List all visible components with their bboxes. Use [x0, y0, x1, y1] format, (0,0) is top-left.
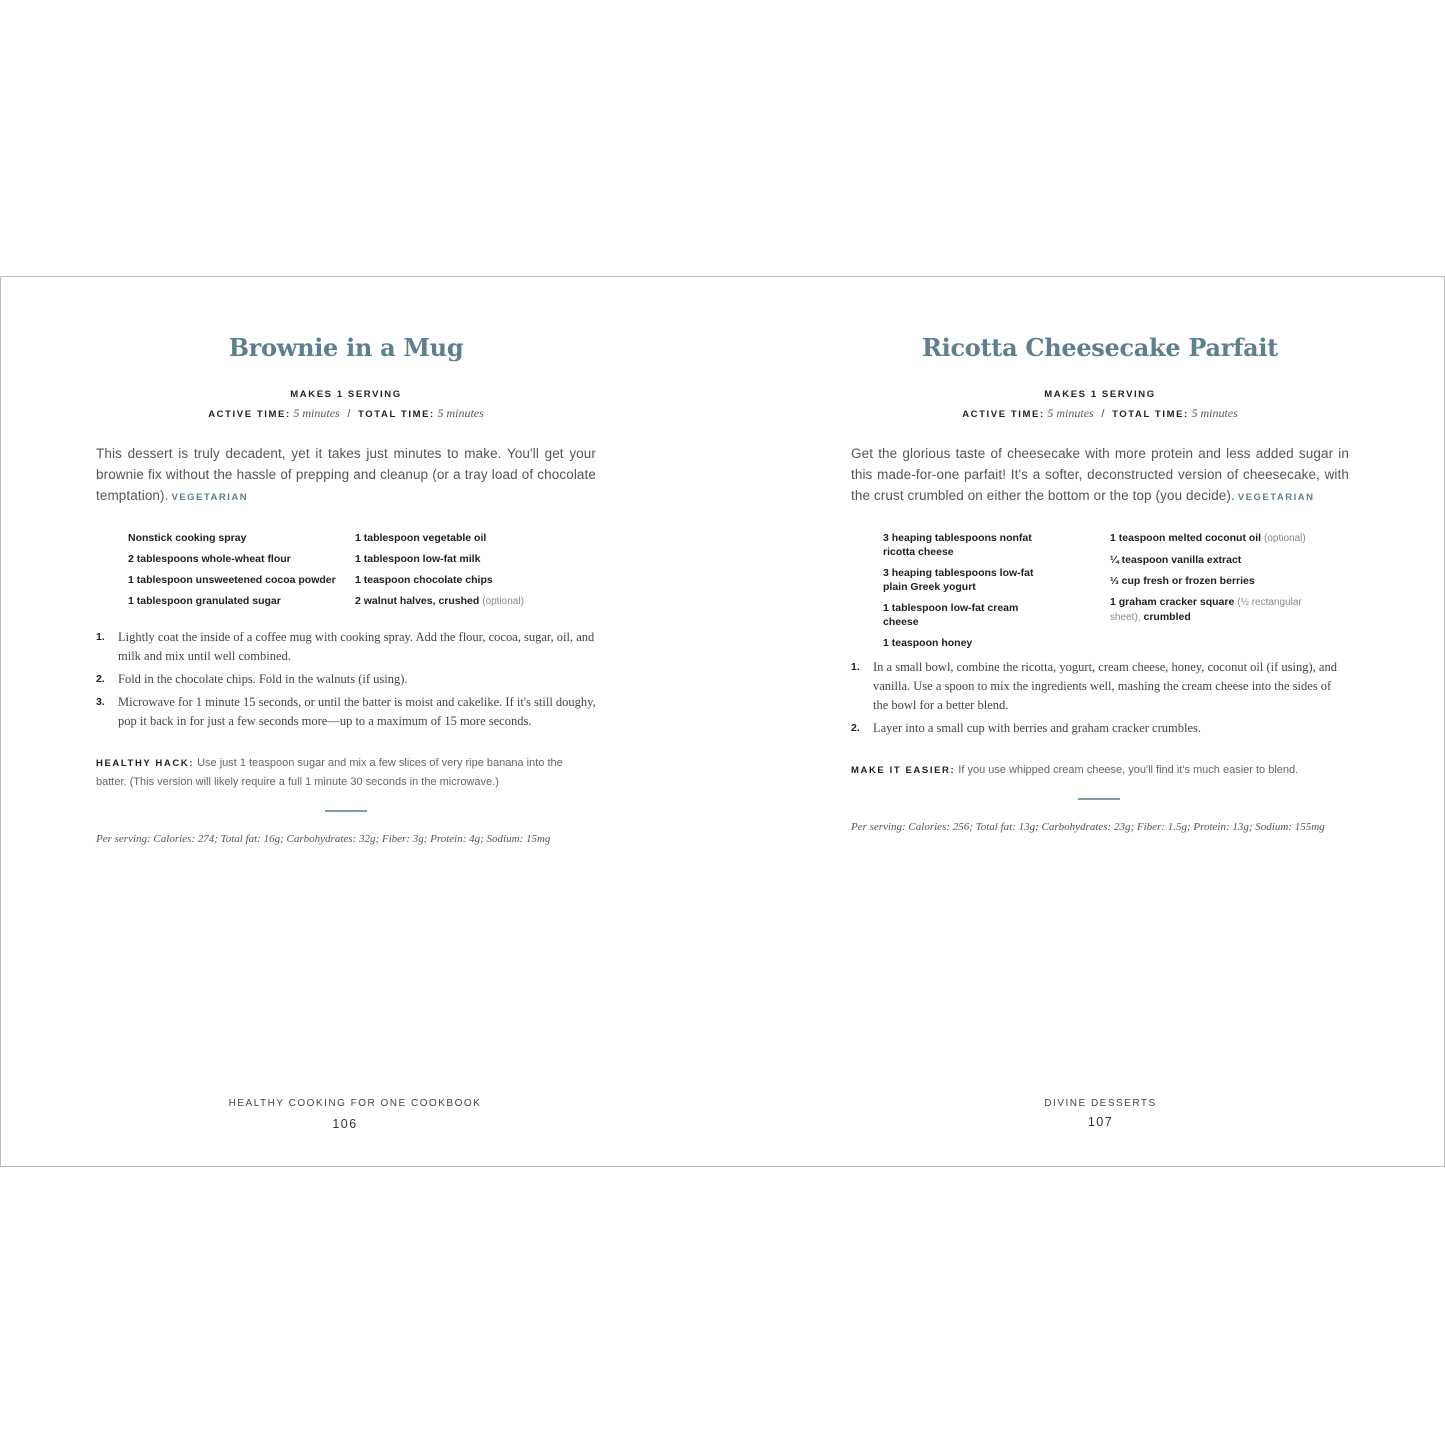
- hack-label: HEALTHY HACK:: [96, 758, 195, 769]
- intro-text: This dessert is truly decadent, yet it takes just minutes to make. You'll get your brownie fix without the hassle of prepping and cleanup (or a tray load of chocolate temptation).: [96, 446, 596, 503]
- recipe-times: [96, 406, 596, 421]
- ingredients-column-1: [883, 531, 1053, 657]
- ingredient: Nonstick cooking spray: [128, 532, 247, 544]
- nutrition-info: Per serving: Calories: 256; Total fat: 13g; Carbohydrates: 23g; Fiber: 1.5g; Protein: 13g; Sodium: 155mg: [851, 821, 1325, 833]
- active-time-value: 5 minutes: [293, 406, 340, 420]
- ingredient: 1 tablespoon unsweetened cocoa powder: [128, 574, 336, 586]
- instructions-list: [851, 658, 1349, 742]
- healthy-hack: [96, 754, 596, 791]
- page-number: 106: [332, 1117, 358, 1131]
- hack-text: Use just 1 teaspoon sugar and mix a few slices of very ripe banana into the batter. (This version will likely require a full 1 minute 30 seconds in the microwave.): [96, 757, 563, 788]
- recipe-intro: [96, 443, 596, 508]
- instruction-step: 2. Layer into a small cup with berries and graham cracker crumbles.: [851, 721, 1201, 735]
- divider-rule: [1078, 798, 1120, 800]
- total-time-value: 5 minutes: [1191, 406, 1238, 420]
- recipe-title: Brownie in a Mug: [228, 333, 464, 362]
- optional-note: (optional): [482, 596, 524, 607]
- time-separator: /: [1101, 408, 1105, 420]
- right-page: [723, 277, 1444, 1166]
- ingredient: 3 heaping tablespoons nonfat ricotta cheese: [883, 532, 1032, 558]
- book-spread: [0, 276, 1445, 1167]
- recipe-times: [851, 406, 1349, 421]
- active-time-value: 5 minutes: [1047, 406, 1094, 420]
- ingredients-column-1: [128, 531, 336, 615]
- active-time-label: ACTIVE TIME:: [208, 409, 291, 420]
- ingredient: 1 teaspoon melted coconut oil (optional): [1110, 532, 1306, 544]
- recipe-intro: [851, 443, 1349, 508]
- total-time-value: 5 minutes: [437, 406, 484, 420]
- instruction-step: 3. Microwave for 1 minute 15 seconds, or until the batter is moist and cakelike. If it's still doughy, pop it back in for just a few seconds more—up to a maximum of 15 more seconds.: [96, 695, 596, 728]
- instruction-step: 2. Fold in the chocolate chips. Fold in the walnuts (if using).: [96, 672, 408, 686]
- total-time-label: TOTAL TIME:: [1112, 409, 1189, 420]
- left-page: [1, 277, 723, 1166]
- make-it-easier-tip: [851, 761, 1349, 780]
- instructions-list: [96, 628, 596, 735]
- ingredient: 1 teaspoon chocolate chips: [355, 574, 493, 586]
- diet-tag: VEGETARIAN: [171, 492, 249, 503]
- ingredient: 1 tablespoon vegetable oil: [355, 532, 487, 544]
- total-time-label: TOTAL TIME:: [358, 409, 435, 420]
- ingredient: 1 graham cracker square (½ rectangular sheet), crumbled: [1110, 596, 1302, 623]
- nutrition-info: Per serving: Calories: 274; Total fat: 16g; Carbohydrates: 32g; Fiber: 3g; Protein: 4g; Sodium: 15mg: [96, 833, 551, 845]
- ingredient: 3 heaping tablespoons low-fat plain Greek yogurt: [883, 567, 1034, 593]
- recipe-title: Ricotta Cheesecake Parfait: [922, 333, 1278, 362]
- instruction-step: 1. Lightly coat the inside of a coffee mug with cooking spray. Add the flour, cocoa, sugar, oil, and milk and mix until well combined.: [96, 630, 595, 663]
- diet-tag: VEGETARIAN: [1237, 492, 1315, 503]
- ingredient: 1 tablespoon low-fat cream cheese: [883, 602, 1019, 628]
- footer-section-title: DIVINE DESSERTS: [1044, 1098, 1157, 1109]
- footer-book-title: HEALTHY COOKING FOR ONE COOKBOOK: [228, 1098, 482, 1109]
- divider-rule: [325, 810, 367, 812]
- time-separator: /: [347, 408, 351, 420]
- intro-text: Get the glorious taste of cheesecake with more protein and less added sugar in this made-for-one parfait! It's a softer, deconstructed version of cheesecake, with the crust crumbled on either the bottom or the top (you decide).: [851, 446, 1349, 503]
- ingredient: 2 walnut halves, crushed (optional): [355, 595, 524, 607]
- ingredient: 1 teaspoon honey: [883, 637, 973, 649]
- instruction-step: 1. In a small bowl, combine the ricotta, yogurt, cream cheese, honey, coconut oil (if using), and vanilla. Use a spoon to mix the ingredients well, mashing the cream cheese into the sides of the bowl for a better blend.: [851, 660, 1337, 712]
- tip-text: If you use whipped cream cheese, you'll find it's much easier to blend.: [958, 764, 1299, 776]
- ingredients-column-2: [1110, 531, 1315, 632]
- ingredient: 2 tablespoons whole-wheat flour: [128, 553, 291, 565]
- servings: MAKES 1 SERVING: [290, 389, 402, 400]
- ingredients-column-2: [355, 531, 524, 616]
- ingredient: ⅓ cup fresh or frozen berries: [1110, 575, 1255, 587]
- optional-note: (½ rectangular sheet),: [1110, 597, 1302, 623]
- optional-note: (optional): [1264, 533, 1306, 544]
- active-time-label: ACTIVE TIME:: [962, 409, 1045, 420]
- tip-label: MAKE IT EASIER:: [851, 765, 956, 776]
- page-number: 107: [1087, 1115, 1114, 1129]
- ingredient: 1 tablespoon low-fat milk: [355, 553, 481, 565]
- ingredient: ¼ teaspoon vanilla extract: [1110, 554, 1242, 566]
- servings: MAKES 1 SERVING: [1044, 389, 1156, 400]
- ingredient: 1 tablespoon granulated sugar: [128, 595, 281, 607]
